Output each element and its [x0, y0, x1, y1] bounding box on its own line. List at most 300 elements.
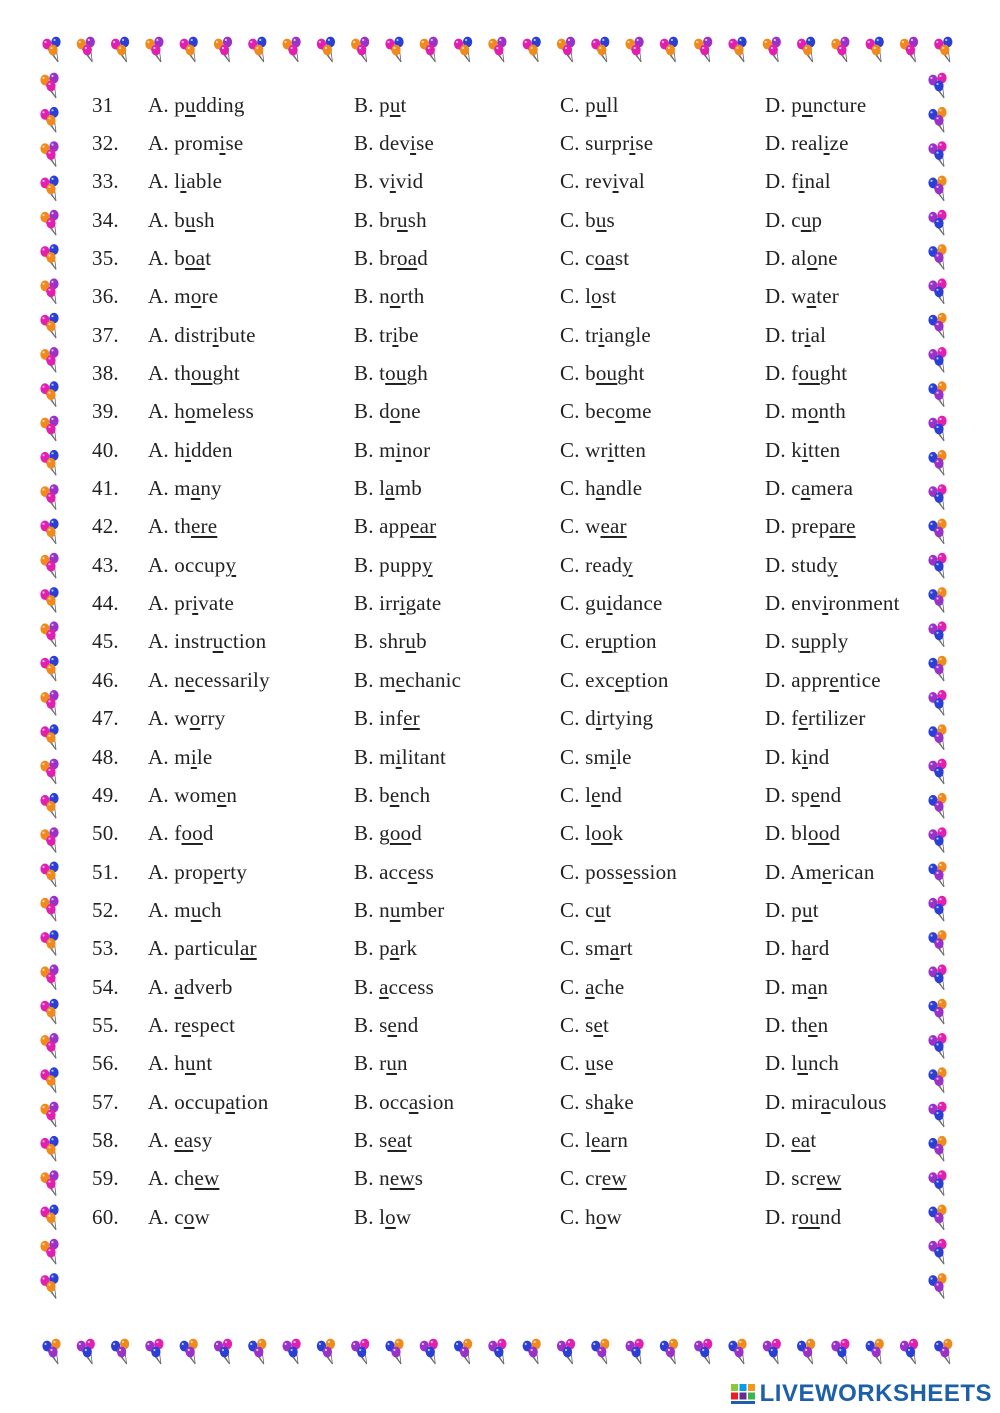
question-row — [92, 891, 922, 929]
option-letter: B. — [354, 476, 374, 501]
answer-option — [560, 278, 765, 316]
underlined-sound: a — [379, 974, 389, 999]
underlined-sound: e — [591, 782, 601, 807]
answer-option — [148, 431, 354, 469]
option-letter: D. — [765, 1089, 786, 1114]
word-end: n — [397, 1051, 408, 1076]
word-end: d — [417, 246, 428, 271]
word-end: ntice — [838, 667, 881, 692]
word-end: cessarily — [194, 667, 270, 692]
answer-option — [354, 853, 560, 891]
underlined-sound: i — [395, 437, 402, 462]
answer-option — [354, 201, 560, 239]
question-number: 50. — [92, 821, 119, 846]
option-letter: B. — [354, 131, 374, 156]
option-letter: A. — [148, 1166, 169, 1191]
answer-option — [148, 968, 354, 1006]
word-end: nor — [401, 437, 431, 462]
question-number: 60. — [92, 1204, 119, 1229]
option-letter: C. — [560, 552, 580, 577]
option-letter: D. — [765, 782, 786, 807]
answer-option — [354, 623, 560, 661]
option-letter: C. — [560, 131, 580, 156]
answer-option — [560, 584, 765, 622]
word-end: gh — [406, 361, 428, 386]
answer-option — [354, 546, 560, 584]
underlined-sound: y — [622, 552, 633, 577]
option-letter: C. — [560, 782, 580, 807]
answer-option — [148, 891, 354, 929]
word-end: sh — [195, 207, 215, 232]
answer-option — [560, 239, 765, 277]
word-start: occup — [174, 552, 226, 577]
question-row — [92, 278, 922, 316]
answer-option — [765, 278, 922, 316]
word-start: bec — [585, 399, 615, 424]
answer-option — [354, 1198, 560, 1236]
exercise-rows — [92, 86, 922, 1236]
word-end: se — [416, 131, 434, 156]
word-start: m — [379, 437, 396, 462]
option-letter: D. — [765, 1204, 786, 1229]
answer-option — [148, 930, 354, 968]
word-start: h — [174, 437, 185, 462]
answer-option — [560, 1006, 765, 1044]
option-letter: C. — [560, 936, 580, 961]
option-letter: B. — [354, 284, 374, 309]
underlined-sound: a — [821, 1089, 831, 1114]
option-letter: A. — [148, 591, 169, 616]
word-start: br — [379, 207, 398, 232]
underlined-sound: a — [408, 1089, 419, 1114]
question-number: 33. — [92, 169, 119, 194]
question-row — [92, 700, 922, 738]
option-letter: D. — [765, 169, 786, 194]
word-start: distr — [174, 322, 213, 347]
word-start: n — [174, 667, 185, 692]
underlined-sound: oo — [808, 821, 830, 846]
word-end: n — [226, 782, 238, 807]
option-letter: B. — [354, 1204, 374, 1229]
word-start: w — [174, 706, 190, 731]
word-end: tion — [234, 1089, 269, 1114]
underlined-sound: i — [598, 322, 605, 347]
underlined-sound: o — [389, 284, 401, 309]
underlined-sound: e — [808, 1012, 818, 1037]
answer-option — [354, 1045, 560, 1083]
answer-option — [560, 1160, 765, 1198]
word-end: b — [416, 629, 427, 654]
word-start: th — [791, 1012, 809, 1037]
option-letter: B. — [354, 629, 374, 654]
answer-option — [765, 163, 922, 201]
word-start: k — [791, 744, 802, 769]
underlined-sound: i — [823, 131, 830, 156]
underlined-sound: a — [389, 936, 400, 961]
answer-option — [560, 815, 765, 853]
option-letter: A. — [148, 207, 169, 232]
option-letter: B. — [354, 552, 374, 577]
word-start: s — [379, 1127, 388, 1152]
option-letter: D. — [765, 821, 786, 846]
answer-option — [148, 163, 354, 201]
question-number: 46. — [92, 667, 119, 692]
answer-option — [765, 546, 922, 584]
word-end: sion — [418, 1089, 455, 1114]
answer-option — [765, 584, 922, 622]
word-start: tr — [379, 322, 393, 347]
option-letter: C. — [560, 246, 580, 271]
question-number: 40. — [92, 437, 119, 462]
answer-option — [560, 738, 765, 776]
word-start: l — [585, 782, 592, 807]
option-letter: C. — [560, 629, 580, 654]
question-number: 53. — [92, 936, 119, 961]
option-letter: D. — [765, 744, 786, 769]
underlined-sound: o — [385, 1204, 396, 1229]
answer-option — [148, 86, 354, 124]
option-letter: B. — [354, 1089, 374, 1114]
option-letter: A. — [148, 437, 169, 462]
option-letter: D. — [765, 476, 786, 501]
word-end: ght — [212, 361, 240, 386]
underlined-sound: oo — [389, 821, 412, 846]
word-end: spect — [191, 1012, 236, 1037]
word-end: dding — [195, 92, 245, 117]
option-letter: B. — [354, 169, 374, 194]
word-start: c — [791, 476, 801, 501]
word-start: stud — [791, 552, 828, 577]
option-letter: B. — [354, 322, 374, 347]
word-start: cr — [585, 1166, 602, 1191]
answer-option — [765, 1006, 922, 1044]
answer-option — [148, 316, 354, 354]
answer-option — [148, 393, 354, 431]
option-letter: A. — [148, 821, 169, 846]
option-letter: A. — [148, 169, 169, 194]
word-start: sp — [791, 782, 811, 807]
question-number: 47. — [92, 706, 119, 731]
answer-option — [148, 546, 354, 584]
word-end: t — [603, 1012, 610, 1037]
question-number: 31 — [92, 92, 114, 117]
underlined-sound: a — [801, 936, 812, 961]
word-end: nd — [600, 782, 623, 807]
word-end: ght — [819, 361, 848, 386]
question-row — [92, 1045, 922, 1083]
question-number: 45. — [92, 629, 119, 654]
option-letter: C. — [560, 399, 580, 424]
underlined-sound: u — [184, 92, 196, 117]
answer-option — [765, 316, 922, 354]
question-row — [92, 469, 922, 507]
question-row — [92, 1160, 922, 1198]
answer-option — [765, 431, 922, 469]
underlined-sound: ere — [191, 514, 218, 539]
word-start: b — [379, 782, 390, 807]
underlined-sound: u — [801, 897, 813, 922]
option-letter: D. — [765, 284, 786, 309]
underlined-sound: u — [800, 207, 812, 232]
word-end: meless — [195, 399, 255, 424]
word-end: t — [406, 1127, 413, 1152]
option-letter: A. — [148, 782, 169, 807]
word-end: ption — [612, 629, 657, 654]
option-letter: A. — [148, 667, 169, 692]
underlined-sound: e — [810, 782, 820, 807]
word-start: acc — [379, 859, 408, 884]
option-letter: A. — [148, 629, 169, 654]
option-letter: D. — [765, 1051, 786, 1076]
word-start: appr — [791, 667, 830, 692]
pronunciation-exercise-table — [92, 86, 922, 1236]
question-number: 54. — [92, 974, 119, 999]
answer-option — [765, 354, 922, 392]
word-start: m — [174, 744, 191, 769]
answer-option — [765, 1083, 922, 1121]
option-letter: B. — [354, 667, 374, 692]
underlined-sound: u — [594, 897, 606, 922]
word-end: rtilizer — [808, 706, 866, 731]
question-row — [92, 853, 922, 891]
word-start: d — [379, 399, 390, 424]
underlined-sound: a — [604, 1089, 614, 1114]
word-end: n — [817, 974, 829, 999]
underlined-sound: u — [799, 629, 811, 654]
question-row — [92, 201, 922, 239]
option-letter: A. — [148, 322, 169, 347]
word-start: tr — [585, 322, 599, 347]
question-row — [92, 163, 922, 201]
question-row — [92, 776, 922, 814]
option-letter: C. — [560, 1127, 580, 1152]
word-end: nt — [195, 1051, 213, 1076]
underlined-sound: y — [827, 552, 838, 577]
answer-option — [148, 1045, 354, 1083]
option-letter: C. — [560, 322, 580, 347]
option-letter: C. — [560, 897, 580, 922]
answer-option — [765, 968, 922, 1006]
word-start: prep — [791, 514, 830, 539]
word-end: ndle — [605, 476, 643, 501]
question-row — [92, 623, 922, 661]
word-start: tr — [791, 322, 805, 347]
word-end: angle — [604, 322, 651, 347]
underlined-sound: i — [184, 437, 192, 462]
word-start: poss — [585, 859, 624, 884]
answer-option — [148, 278, 354, 316]
underlined-sound: i — [798, 169, 805, 194]
option-letter: C. — [560, 361, 580, 386]
answer-option — [765, 1121, 922, 1159]
question-number: 57. — [92, 1089, 119, 1114]
word-end: ss — [417, 859, 434, 884]
option-letter: D. — [765, 246, 786, 271]
answer-option — [560, 1198, 765, 1236]
word-end: rn — [610, 1127, 629, 1152]
option-letter: C. — [560, 1089, 580, 1114]
word-start: rev — [585, 169, 613, 194]
answer-option — [148, 1121, 354, 1159]
word-end: w — [194, 1204, 210, 1229]
word-end: dden — [191, 437, 233, 462]
option-letter: D. — [765, 667, 786, 692]
word-start: r — [379, 1051, 387, 1076]
word-start: w — [791, 284, 807, 309]
question-number: 34. — [92, 207, 119, 232]
answer-option — [765, 891, 922, 929]
underlined-sound: e — [614, 667, 625, 692]
option-letter: D. — [765, 437, 786, 462]
underlined-sound: ea — [791, 1127, 811, 1152]
word-start: f — [791, 361, 799, 386]
answer-option — [354, 354, 560, 392]
option-letter: A. — [148, 897, 169, 922]
answer-option — [560, 1083, 765, 1121]
underlined-sound: are — [829, 514, 856, 539]
answer-option — [148, 239, 354, 277]
word-end: t — [810, 1127, 817, 1152]
option-letter: D. — [765, 629, 786, 654]
option-letter: C. — [560, 591, 580, 616]
underlined-sound: y — [421, 552, 433, 577]
option-letter: B. — [354, 782, 374, 807]
word-start: br — [379, 246, 398, 271]
underlined-sound: i — [389, 169, 396, 194]
answer-option — [354, 163, 560, 201]
option-letter: B. — [354, 821, 374, 846]
brand-name: LIVEWORKSHEETS — [759, 1380, 992, 1407]
word-end: t — [812, 897, 819, 922]
answer-option — [148, 508, 354, 546]
word-start: r — [174, 1012, 182, 1037]
underlined-sound: i — [219, 131, 226, 156]
underlined-sound: u — [585, 1051, 596, 1076]
underlined-sound: oa — [594, 246, 615, 271]
option-letter: B. — [354, 706, 374, 731]
answer-option — [148, 584, 354, 622]
question-row — [92, 661, 922, 699]
option-letter: A. — [148, 514, 169, 539]
underlined-sound: e — [387, 1012, 398, 1037]
word-start: al — [791, 246, 807, 271]
answer-option — [765, 239, 922, 277]
option-letter: C. — [560, 744, 580, 769]
word-start: h — [585, 476, 596, 501]
word-end: ze — [829, 131, 849, 156]
question-row — [92, 354, 922, 392]
underlined-sound: u — [389, 92, 401, 117]
option-letter: B. — [354, 744, 374, 769]
word-end: se — [225, 131, 244, 156]
word-start: p — [791, 897, 802, 922]
word-start: c — [585, 246, 595, 271]
option-letter: D. — [765, 1012, 786, 1037]
answer-option — [765, 776, 922, 814]
question-number: 58. — [92, 1127, 119, 1152]
word-start: p — [174, 92, 185, 117]
option-letter: B. — [354, 936, 374, 961]
word-start: s — [379, 1012, 388, 1037]
option-letter: A. — [148, 552, 169, 577]
answer-option — [148, 853, 354, 891]
word-start: l — [791, 1051, 798, 1076]
underlined-sound: u — [601, 629, 613, 654]
word-end: rt — [619, 936, 633, 961]
answer-option — [354, 1006, 560, 1044]
word-start: bl — [791, 821, 809, 846]
answer-option — [354, 1121, 560, 1159]
answer-option — [354, 239, 560, 277]
word-end: rd — [811, 936, 830, 961]
word-end: ght — [617, 361, 645, 386]
question-row — [92, 124, 922, 162]
underlined-sound: ew — [389, 1166, 415, 1191]
underlined-sound: oa — [184, 246, 206, 271]
word-end: val — [618, 169, 645, 194]
option-letter: B. — [354, 246, 374, 271]
word-start: l — [379, 476, 386, 501]
answer-option — [148, 1083, 354, 1121]
answer-option — [354, 968, 560, 1006]
word-end: mera — [810, 476, 854, 501]
word-end: nd — [808, 744, 830, 769]
underlined-sound: e — [623, 859, 633, 884]
answer-option — [560, 776, 765, 814]
question-number: 42. — [92, 514, 119, 539]
word-start: sh — [585, 1089, 605, 1114]
word-end: d — [411, 821, 422, 846]
underlined-sound: o — [806, 246, 818, 271]
answer-option — [560, 968, 765, 1006]
underlined-sound: i — [606, 591, 613, 616]
word-start: app — [379, 514, 411, 539]
option-letter: A. — [148, 399, 169, 424]
option-letter: A. — [148, 1204, 169, 1229]
word-end: mber — [400, 897, 445, 922]
word-start: inf — [379, 706, 404, 731]
option-letter: D. — [765, 131, 786, 156]
option-letter: C. — [560, 821, 580, 846]
option-letter: C. — [560, 92, 580, 117]
word-start: l — [174, 169, 181, 194]
option-letter: B. — [354, 92, 374, 117]
answer-option — [560, 86, 765, 124]
option-letter: C. — [560, 859, 580, 884]
underlined-sound: i — [399, 591, 406, 616]
answer-option — [354, 124, 560, 162]
underlined-sound: u — [386, 1051, 398, 1076]
option-letter: D. — [765, 1127, 786, 1152]
option-letter: B. — [354, 591, 374, 616]
word-end: w — [606, 1204, 622, 1229]
word-start: b — [585, 207, 596, 232]
word-start: d — [585, 706, 596, 731]
option-letter: D. — [765, 322, 786, 347]
answer-option — [354, 393, 560, 431]
option-letter: A. — [148, 361, 169, 386]
word-end: ne — [400, 399, 421, 424]
answer-option — [765, 86, 922, 124]
underlined-sound: y — [225, 552, 237, 577]
question-row — [92, 393, 922, 431]
word-start: c — [174, 1204, 184, 1229]
word-start: th — [174, 514, 192, 539]
word-start: pupp — [379, 552, 422, 577]
answer-option — [765, 623, 922, 661]
word-end: ncture — [812, 92, 867, 117]
option-letter: D. — [765, 706, 786, 731]
